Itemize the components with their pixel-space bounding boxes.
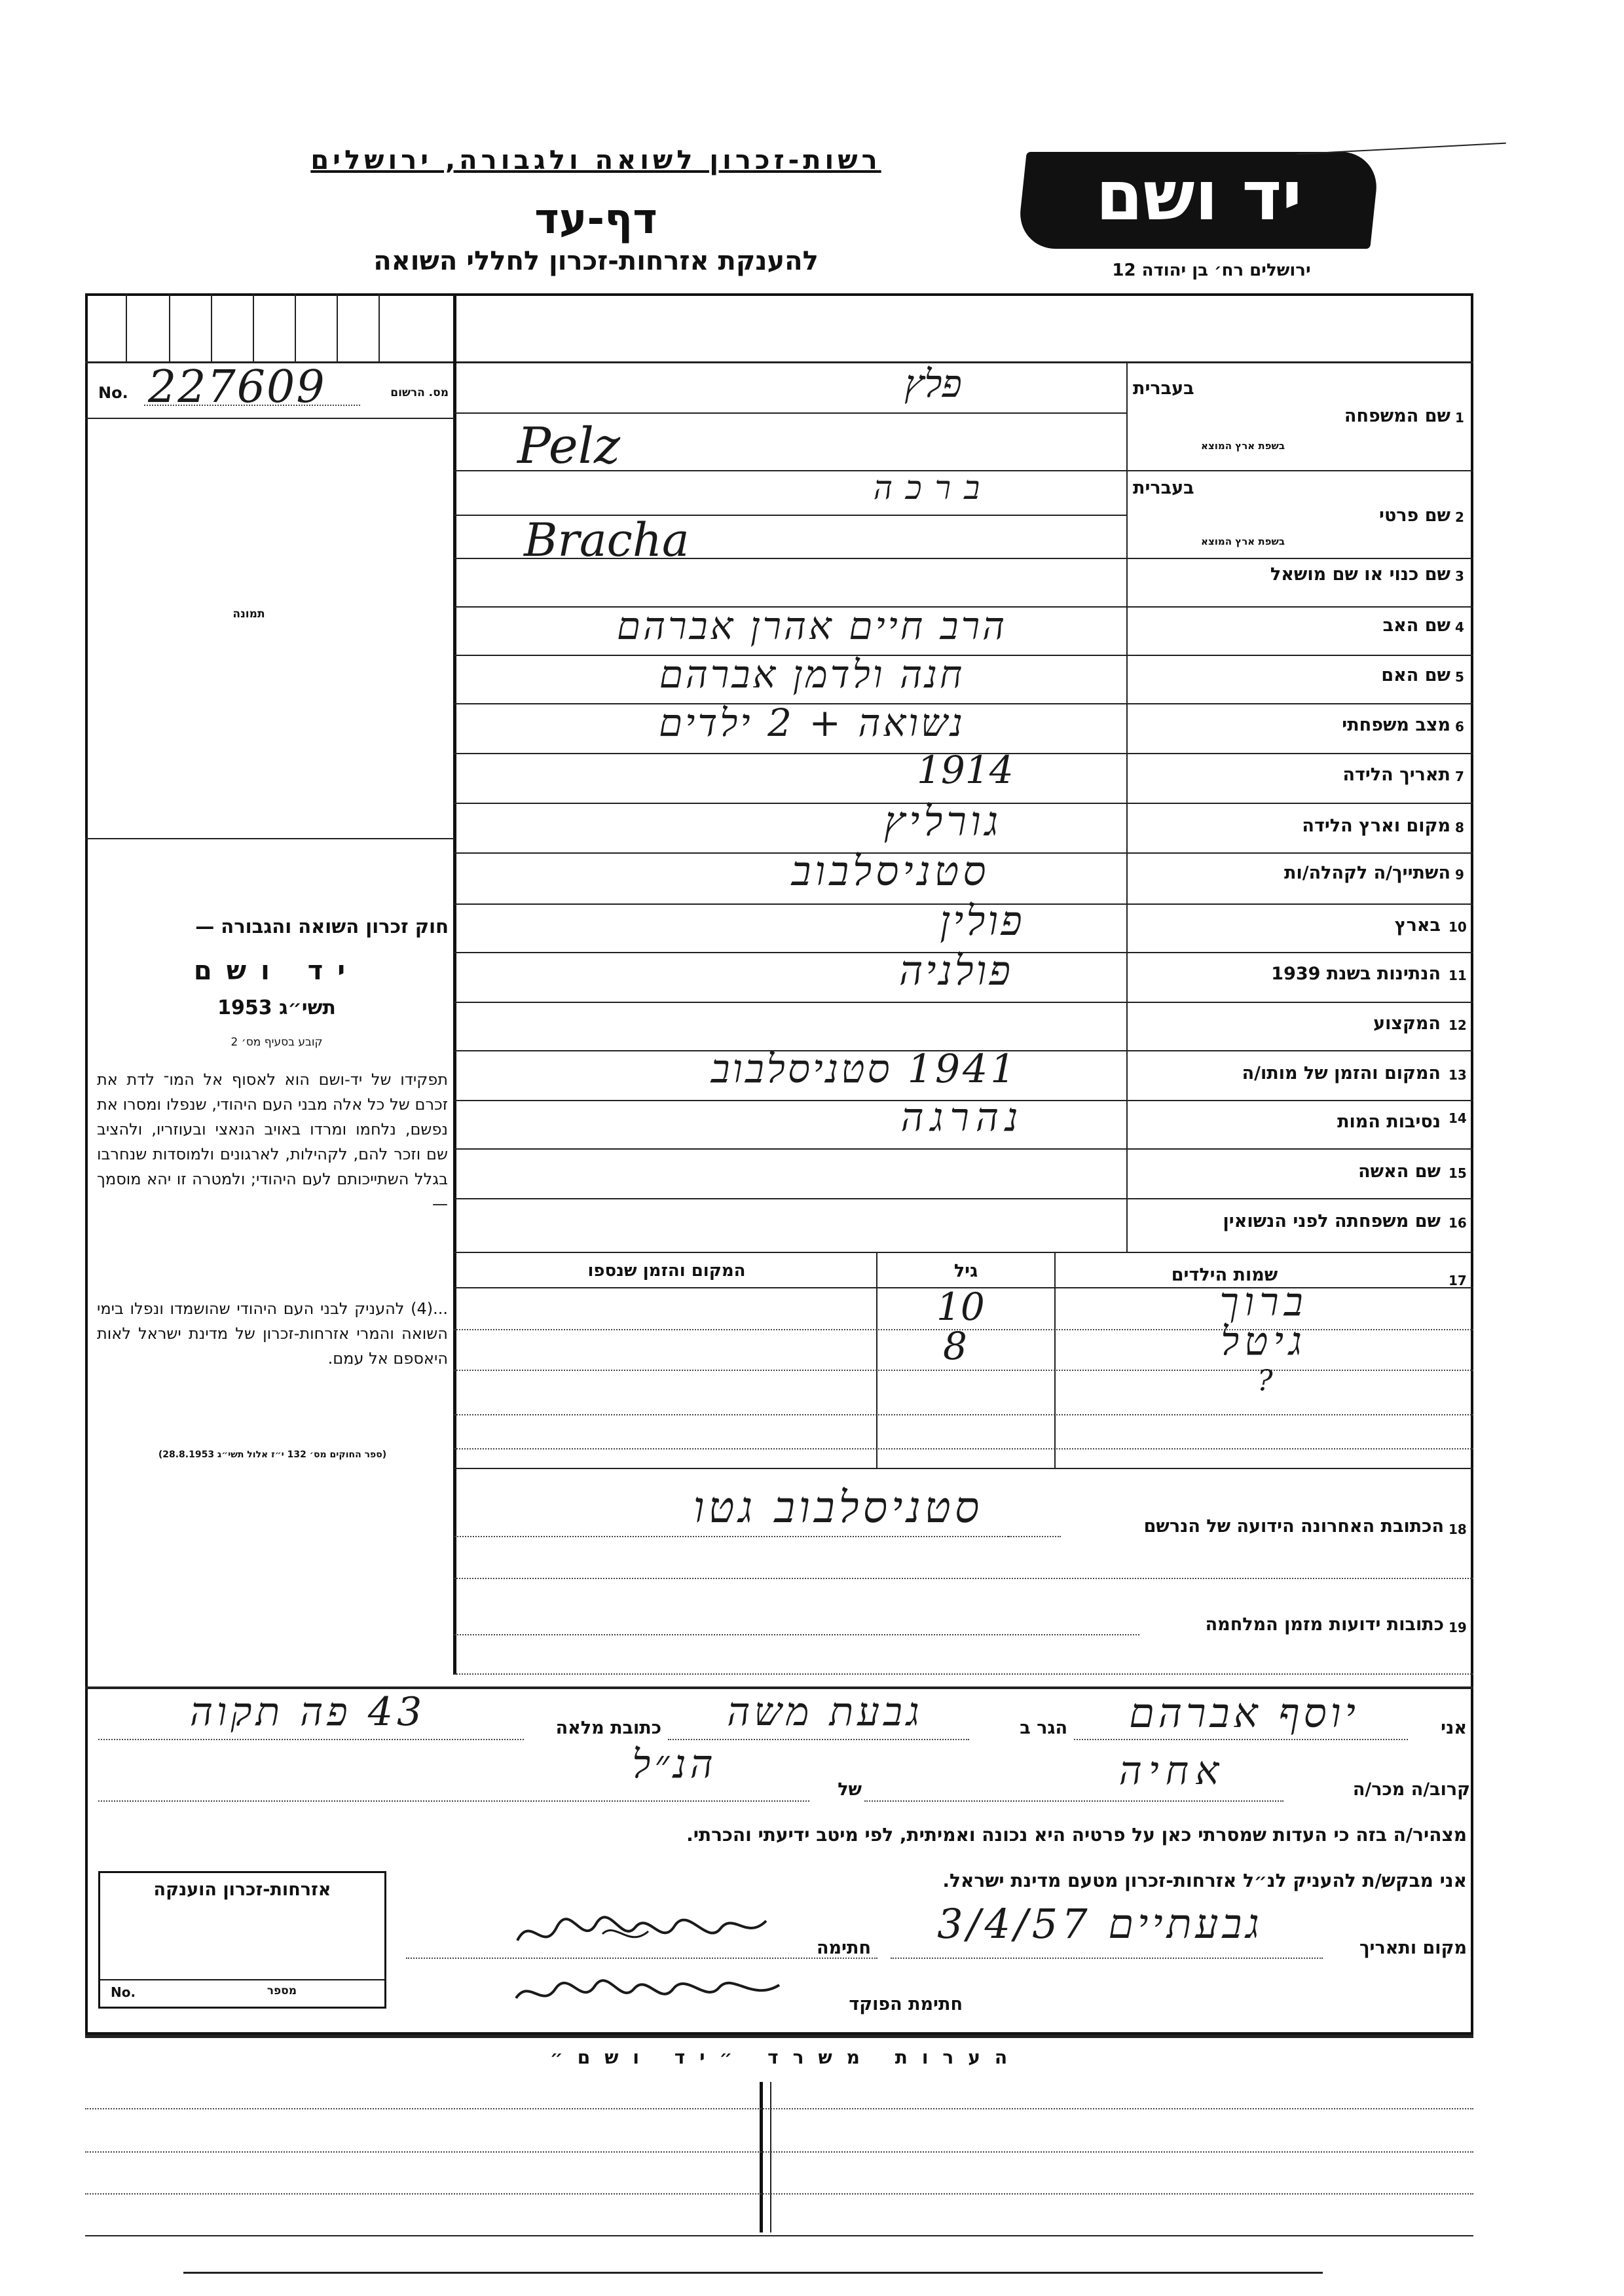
f18-value: סטניסלבוב גטו xyxy=(693,1482,984,1533)
notes-line-2 xyxy=(85,2151,1473,2153)
band-tick-5 xyxy=(295,293,296,361)
authority-title: רשות-זכרון לשואה ולגבורה, ירושלים xyxy=(310,145,881,175)
f12-label: המקצוע xyxy=(1373,1013,1441,1034)
officer-signature xyxy=(511,1969,786,2015)
f19-line-2 xyxy=(454,1673,1473,1675)
law-text-1: תפקידו של יד-ושם הוא לאסוף אל המו־ לדת את זכרם של כל אלה מבני העם היהודי, שנפלו ומסרו את נפשם, נלחמו ומרדו באויב הנאצי ובעוזריו, ולהציב שם וזכר להם, לקהילות, לארגונים ולמוסדות שנחרבו בגלל השתייכותם לעם היהודי; ולמטרה זו יהא מוסמך — xyxy=(97,1070,448,1213)
decl-name-line xyxy=(1074,1739,1408,1740)
law-title: חוק זכרון השואה והגבורה — xyxy=(195,915,449,938)
band-tick-3 xyxy=(211,293,212,361)
children-col-divider-1 xyxy=(876,1252,877,1468)
notes-line-1 xyxy=(85,2108,1473,2109)
f6-num: 6 xyxy=(1455,719,1464,735)
f6-label: מצב משפחתי xyxy=(1342,715,1450,735)
f9-label: השתייך/ה לקהלה/ות xyxy=(1284,863,1450,883)
f5-label: שם האם xyxy=(1381,665,1450,685)
f19-line-1 xyxy=(454,1634,1139,1635)
f2-sub-native: בשפת ארץ המוצא xyxy=(1201,536,1285,547)
decl-of-line xyxy=(98,1800,809,1802)
page-bottom-line xyxy=(183,2272,1323,2274)
law-name: יד ושם xyxy=(193,956,360,986)
certificate-no-label: No. xyxy=(111,1984,136,2000)
f1-mid-line xyxy=(454,412,1126,414)
f6-value: נשואה + 2 ילדים xyxy=(658,701,966,745)
form-title: דף-עד xyxy=(534,195,657,244)
band-tick-7 xyxy=(378,293,380,361)
f7-value: 1914 xyxy=(917,748,1014,792)
f16-label: שם משפחתה לפני הנשואין xyxy=(1223,1211,1441,1231)
decl-statement-1: מצהיר/ה בזה כי העדות שמסרתי כאן על פרטיה היא נכונה ואמיתית, לפי מיטב ידיעתי והכרתי. xyxy=(686,1824,1467,1846)
signature-line xyxy=(406,1958,877,1959)
f19-num: 19 xyxy=(1449,1620,1467,1635)
labels-column-divider xyxy=(1126,361,1128,1253)
decl-relation-line xyxy=(864,1800,1283,1802)
declarant-signature-scribble xyxy=(511,1908,773,1958)
children-bottom-line xyxy=(454,1468,1473,1469)
f9-num: 9 xyxy=(1455,867,1464,883)
f7-num: 7 xyxy=(1455,769,1464,784)
signature-label: חתימה xyxy=(816,1938,871,1958)
notes-line-3 xyxy=(85,2193,1473,2195)
notes-center-divider xyxy=(760,2082,763,2232)
declaration-bottom-line xyxy=(85,2035,1473,2038)
f1-sub-hebrew: בעברית xyxy=(1133,378,1194,399)
children-col-divider-2 xyxy=(1054,1252,1056,1468)
f1-value-hebrew: פלץ xyxy=(904,361,962,406)
declarant-signature xyxy=(511,1908,773,1958)
children-row-line-4 xyxy=(454,1448,1473,1449)
notes-bottom-line xyxy=(85,2235,1473,2236)
decl-address-line xyxy=(98,1739,524,1740)
office-notes-title: הערות משרד ״יד ושם״ xyxy=(549,2047,1022,2068)
f18-label: הכתובת האחרונה הידועה של הנרשם xyxy=(1143,1516,1444,1537)
f2-bottom-line xyxy=(454,558,1473,559)
decl-lives-line xyxy=(668,1739,969,1740)
registration-row-line xyxy=(85,418,454,419)
officer-signature-scribble xyxy=(511,1969,786,2015)
child-1-age: 10 xyxy=(936,1285,985,1329)
f8-value: גורליץ xyxy=(883,797,1003,845)
child-1-name: ברוך xyxy=(1219,1279,1308,1325)
children-col-place: המקום והזמן שנספו xyxy=(587,1261,746,1281)
child-3-name: ? xyxy=(1257,1364,1273,1398)
f1-num: 1 xyxy=(1455,410,1464,426)
f11-value: פולניה xyxy=(898,947,1014,994)
f5-value: חנה ולדמן אברהם xyxy=(659,652,965,697)
children-row-line-3 xyxy=(454,1414,1473,1415)
f4-value: הרב חיים אהרן אברהם xyxy=(616,604,1008,648)
f14-value: נהרגה xyxy=(900,1095,1025,1140)
f14-bottom-line xyxy=(454,1148,1473,1150)
law-year: תשי״ג 1953 xyxy=(217,996,336,1019)
law-text-2: ...(4) להעניק לבני העם היהודי שהושמדו ונפלו בימי השואה והמרי אזרחות-זכרון של מדינת ישראל לאות היאספם אל עמם. xyxy=(97,1300,448,1368)
certificate-number-label: מספר xyxy=(267,1984,297,1997)
f7-label: תאריך הלידה xyxy=(1342,765,1450,785)
logo-text: יד ושם xyxy=(1096,156,1302,236)
form-subtitle: להענקת אזרחות-זכרון לחללי השואה xyxy=(373,246,819,276)
f14-label: נסיבות המות xyxy=(1337,1112,1441,1132)
f2-sub-hebrew: בעברית xyxy=(1133,478,1194,498)
f10-label: בארץ xyxy=(1394,915,1441,936)
decl-statement-2: אני מבקש/ת להעניק לנ״ל אזרחות-זכרון מטעם מדינת ישראל. xyxy=(942,1870,1467,1891)
law-clause: קובע בסעיף מס׳ 2 xyxy=(231,1036,323,1049)
f15-bottom-line xyxy=(454,1198,1473,1199)
f12-num: 12 xyxy=(1449,1017,1467,1033)
decl-name: יוסף אברהם xyxy=(1129,1689,1359,1737)
child-2-name: גיטל xyxy=(1221,1319,1307,1364)
decl-address-label: כתובת מלאה xyxy=(555,1718,661,1738)
f16-bottom-line xyxy=(454,1252,1473,1253)
decl-lives-label: הגר ב xyxy=(1020,1718,1067,1738)
registration-number: 227609 xyxy=(148,361,326,413)
f19-label: כתובות ידועות מזמן המלחמה xyxy=(1205,1614,1444,1635)
f2-value-native: Bracha xyxy=(524,513,690,567)
f13-num: 13 xyxy=(1449,1067,1467,1083)
f18-line-2 xyxy=(454,1578,1473,1579)
place-date-line xyxy=(891,1958,1323,1959)
f16-num: 16 xyxy=(1449,1215,1467,1231)
band-tick-2 xyxy=(169,293,170,361)
notes-center-divider-2 xyxy=(770,2082,771,2232)
f4-num: 4 xyxy=(1455,619,1464,635)
f8-num: 8 xyxy=(1455,820,1464,835)
f18-num: 18 xyxy=(1449,1522,1467,1537)
yad-vashem-logo xyxy=(1016,152,1380,249)
f10-num: 10 xyxy=(1449,919,1467,935)
band-tick-6 xyxy=(337,293,338,361)
f1-value-native: Pelz xyxy=(517,416,621,475)
band-tick-1 xyxy=(126,293,127,361)
f10-value: פולין xyxy=(940,897,1025,945)
decl-of-value: הנ״ל xyxy=(632,1741,717,1787)
f3-label: שם כנוי או שם מושאל xyxy=(1270,564,1450,585)
decl-relation-label: קרוב/ה מכר/ה xyxy=(1352,1779,1470,1800)
decl-relation-value: אחיה xyxy=(1118,1748,1226,1794)
decl-ani: אני xyxy=(1441,1718,1467,1738)
child-2-age: 8 xyxy=(943,1324,967,1368)
f13-label: המקום והזמן של מותו/ה xyxy=(1242,1063,1441,1084)
f9-value: סטניסלבוב xyxy=(791,847,990,895)
f11-bottom-line xyxy=(454,1002,1473,1003)
f11-label: הנתינות בשנת 1939 xyxy=(1271,964,1441,984)
children-col-names: שמות הילדים xyxy=(1171,1265,1278,1285)
place-date-label: מקום ותאריך xyxy=(1359,1938,1467,1958)
children-num: 17 xyxy=(1449,1273,1467,1288)
f2-label: שם פרטי xyxy=(1379,505,1450,526)
band-tick-4 xyxy=(253,293,254,361)
f1-label: שם המשפחה xyxy=(1344,406,1450,426)
children-row-line-2 xyxy=(454,1370,1473,1371)
photo-bottom-line xyxy=(85,838,454,839)
f2-value-hebrew: ברכה xyxy=(873,469,993,507)
law-footnote: (ספר החוקים מס׳ 132 י״ז אלול תשי״ג 28.8.1953) xyxy=(158,1449,387,1460)
f18-label-dots xyxy=(1008,1536,1061,1537)
logo-address: ירושלים רח׳ בן יהודה 12 xyxy=(1112,261,1311,280)
photo-label: תמונה xyxy=(232,608,265,621)
f1-sub-native: בשפת ארץ המוצא xyxy=(1201,440,1285,452)
registration-no-label: No. xyxy=(98,384,128,402)
officer-label: חתימת הפוקד xyxy=(849,1994,963,2014)
certificate-title: אזרחות-זכרון הוענקה xyxy=(153,1880,331,1900)
f11-num: 11 xyxy=(1449,968,1467,983)
decl-of-label: של xyxy=(838,1779,862,1800)
registration-label: מס. הרשום xyxy=(390,386,449,399)
f3-num: 3 xyxy=(1455,568,1464,584)
registration-underline xyxy=(144,405,360,406)
f15-label: שם האשה xyxy=(1358,1161,1441,1182)
place-date-value: גבעתיים 3/4/57 xyxy=(937,1900,1263,1948)
decl-lives-value: גבעת משה xyxy=(727,1689,923,1735)
f5-num: 5 xyxy=(1455,669,1464,685)
f4-label: שם האב xyxy=(1382,615,1450,636)
f15-num: 15 xyxy=(1449,1165,1467,1181)
f2-num: 2 xyxy=(1455,509,1464,525)
children-col-age: גיל xyxy=(953,1261,978,1281)
decl-address-value: 43 פה תקוה xyxy=(189,1689,426,1735)
certificate-box xyxy=(98,1871,386,2009)
f8-label: מקום וארץ הלידה xyxy=(1302,816,1450,836)
f18-line-1 xyxy=(454,1536,1008,1537)
f14-num: 14 xyxy=(1449,1110,1467,1126)
f13-value: 1941 סטניסלבוב xyxy=(710,1046,1018,1092)
top-edge-line xyxy=(1297,143,1506,155)
